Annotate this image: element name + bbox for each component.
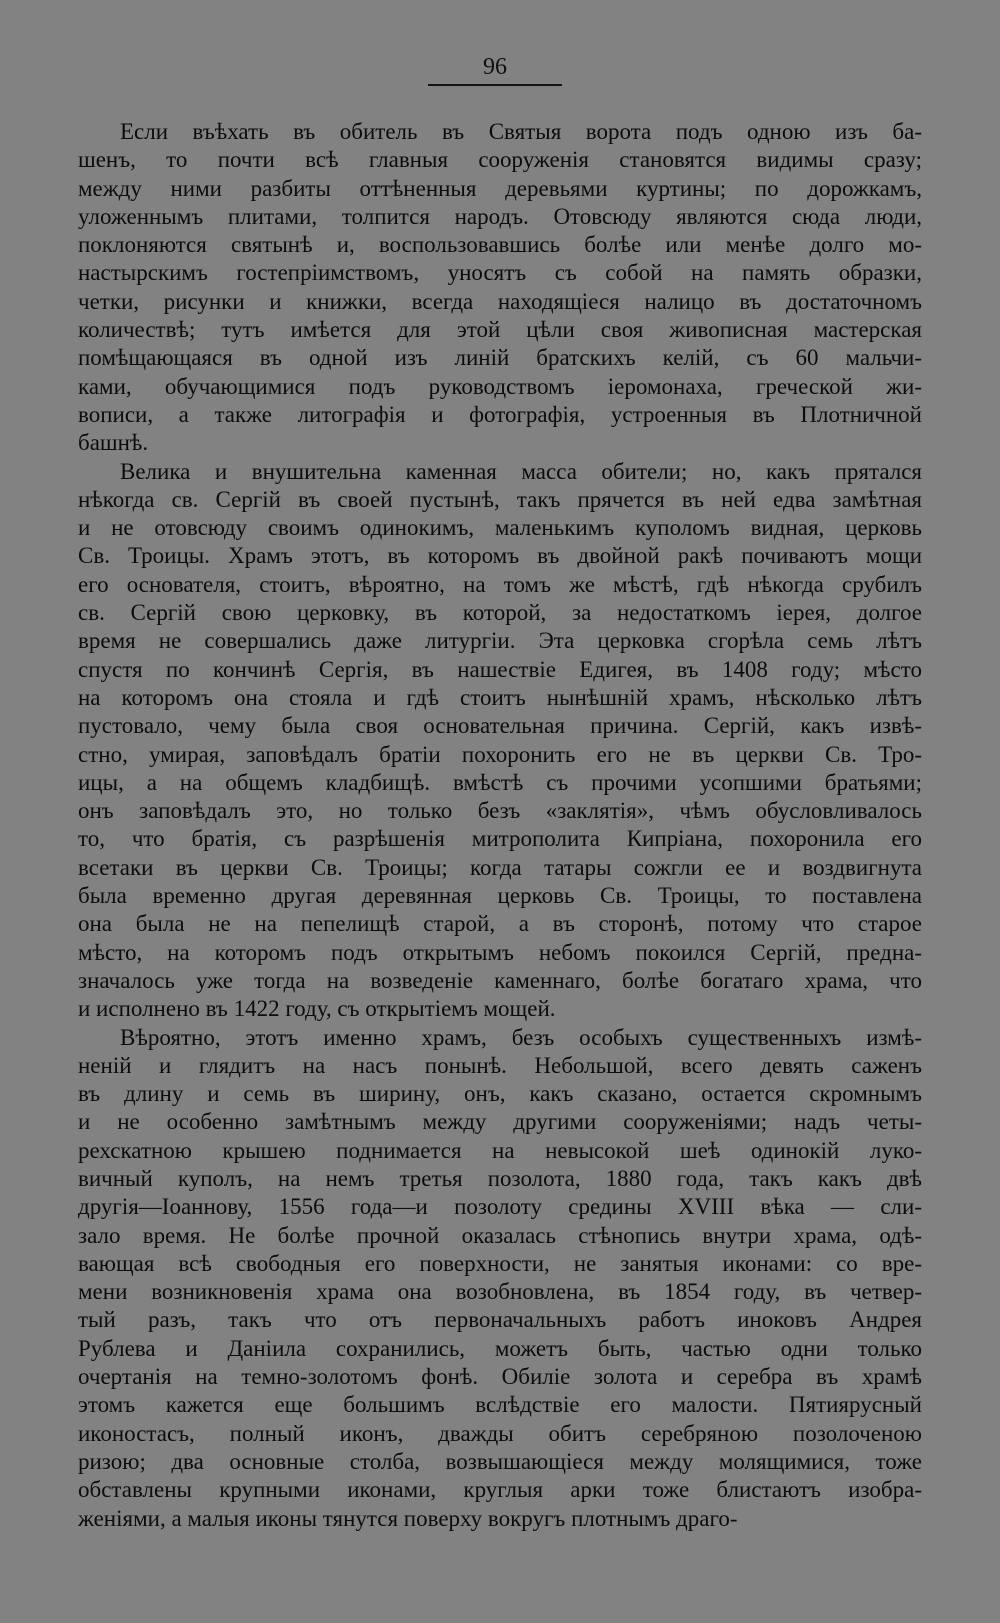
paragraph xyxy=(78,1024,922,1533)
text-line: помѣщающаяся въ одной изъ линій братскихъ келій, съ 60 мальчи- xyxy=(78,345,922,371)
text-line: св. Сергій свою церковку, въ которой, за недостаткомъ іерея, долгое xyxy=(78,600,922,626)
text-line: очертанія на темно-золотомъ фонѣ. Обиліе золота и серебра въ храмѣ xyxy=(78,1364,922,1390)
text-line: вичный куполъ, на немъ третья позолота, 1880 года, такъ какъ двѣ xyxy=(78,1165,922,1191)
text-line: ицы, а на общемъ кладбищѣ. вмѣстѣ съ прочими усопшими братьями; xyxy=(78,769,922,795)
paragraph xyxy=(78,118,922,458)
text-line: тый разъ, такъ что отъ первоначальныхъ работъ иноковъ Андрея xyxy=(78,1307,922,1333)
body-text xyxy=(78,118,922,1533)
text-line: уложеннымъ плитами, толпится народъ. Отовсюду являются сюда люди, xyxy=(78,203,922,229)
page-number: 96 xyxy=(483,54,507,80)
text-line: ризою; два основные столба, возвышающіеся между молящимися, тоже xyxy=(78,1448,922,1474)
text-line: она была не на пепелищѣ старой, а въ сторонѣ, потому что старое xyxy=(78,911,922,937)
text-line: рехскатною крышею поднимается на невысокой шеѣ одинокій луко- xyxy=(78,1137,922,1163)
text-line: значалось уже тогда на возведеніе каменнаго, болѣе богатаго храма, что xyxy=(78,967,922,993)
text-line: Вѣроятно, этотъ именно храмъ, безъ особыхъ существенныхъ измѣ- xyxy=(120,1024,922,1050)
text-line: иконостасъ, полный иконъ, дважды обитъ серебряною позолоченою xyxy=(78,1420,922,1446)
text-line: Если въѣхать въ обитель въ Святыя ворота подъ одною изъ ба- xyxy=(120,119,922,144)
text-line: нѣкогда св. Сергій въ своей пустынѣ, такъ прячется въ ней едва замѣтная xyxy=(78,486,922,512)
text-line: Велика и внушительна каменная масса обители; но, какъ прятался xyxy=(120,458,922,484)
text-line: обставлены крупными иконами, круглыя арки тоже блистаютъ изобра- xyxy=(78,1477,922,1503)
text-line: онъ заповѣдалъ это, но только безъ «заклятія», чѣмъ обусловливалось xyxy=(78,798,922,824)
text-line: и не отовсюду своимъ одинокимъ, маленькимъ куполомъ видная, церковь xyxy=(78,515,922,541)
text-line: мѣсто, на которомъ подъ открытымъ небомъ покоился Сергій, предна- xyxy=(78,939,922,965)
text-line: Рублева и Даніила сохранились, можетъ быть, частью одни только xyxy=(78,1335,922,1361)
text-line: время не совершались даже литургіи. Эта церковка сгорѣла семь лѣтъ xyxy=(78,628,922,654)
text-line: на которомъ она стояла и гдѣ стоитъ нынѣшній храмъ, нѣсколько лѣтъ xyxy=(78,684,922,710)
text-line: стно, умирая, заповѣдалъ братіи похоронить его не въ церкви Св. Тро- xyxy=(78,741,922,767)
text-line: неній и глядитъ на насъ понынѣ. Небольшой, всего девять саженъ xyxy=(78,1052,922,1078)
text-line: шенъ, то почти всѣ главныя сооруженія становятся видимы сразу; xyxy=(78,147,922,173)
text-line: ками, обучающимися подъ руководствомъ іеромонаха, греческой жи- xyxy=(78,373,922,399)
text-line: четки, рисунки и книжки, всегда находящіеся налицо въ достаточномъ xyxy=(78,288,922,314)
text-line: башнѣ. xyxy=(78,430,149,456)
text-line: Св. Троицы. Храмъ этотъ, въ которомъ въ двойной ракѣ почиваютъ мощи xyxy=(78,543,922,569)
text-line: вающая всѣ свободныя его поверхности, не занятыя иконами: со вре- xyxy=(78,1250,922,1276)
text-line: зало время. Не болѣе прочной оказалась стѣнопись внутри храма, одѣ- xyxy=(78,1222,922,1248)
text-line: была временно другая деревянная церковь Св. Троицы, то поставлена xyxy=(78,883,922,909)
text-line: женіями, а малыя иконы тянутся поверху вокругъ плотнымъ драго- xyxy=(78,1505,738,1531)
text-line: вописи, а также литографія и фотографія, устроенныя въ Плотничной xyxy=(78,401,922,427)
text-line: между ними разбиты оттѣненныя деревьями куртины; по дорожкамъ, xyxy=(78,175,922,201)
text-line: и исполнено въ 1422 году, съ открытіемъ мощей. xyxy=(78,996,556,1022)
text-line: и не особенно замѣтнымъ между другими сооруженіями; надъ четы- xyxy=(78,1109,922,1135)
text-line: пустовало, чему была своя основательная причина. Сергій, какъ извѣ- xyxy=(78,713,922,739)
paragraph xyxy=(78,458,922,1024)
text-line: въ длину и семь въ ширину, онъ, какъ сказано, остается скромнымъ xyxy=(78,1081,922,1107)
text-line: этомъ кажется еще большимъ вслѣдствіе его малости. Пятиярусный xyxy=(78,1392,922,1418)
text-line: всетаки въ церкви Св. Троицы; когда татары сожгли ее и воздвигнута xyxy=(78,854,922,880)
text-line: другія—Іоаннову, 1556 года—и позолоту средины XVIII вѣка — сли- xyxy=(78,1194,922,1220)
text-line: поклоняются святынѣ и, воспользовавшись болѣе или менѣе долго мо- xyxy=(78,232,922,258)
text-line: количествѣ; тутъ имѣется для этой цѣли своя живописная мастерская xyxy=(78,317,922,343)
text-line: настырскимъ гостепріимствомъ, уносятъ съ собой на память образки, xyxy=(78,260,922,286)
text-line: его основателя, стоитъ, вѣроятно, на томъ же мѣстѣ, гдѣ нѣкогда срубилъ xyxy=(78,571,922,597)
header-rule xyxy=(428,84,562,86)
text-line: спустя по кончинѣ Сергія, въ нашествіе Едигея, въ 1408 году; мѣсто xyxy=(78,656,922,682)
text-line: мени возникновенія храма она возобновлена, въ 1854 году, въ четвер- xyxy=(78,1279,922,1305)
text-line: то, что братія, съ разрѣшенія митрополита Кипріана, похоронила его xyxy=(78,826,922,852)
